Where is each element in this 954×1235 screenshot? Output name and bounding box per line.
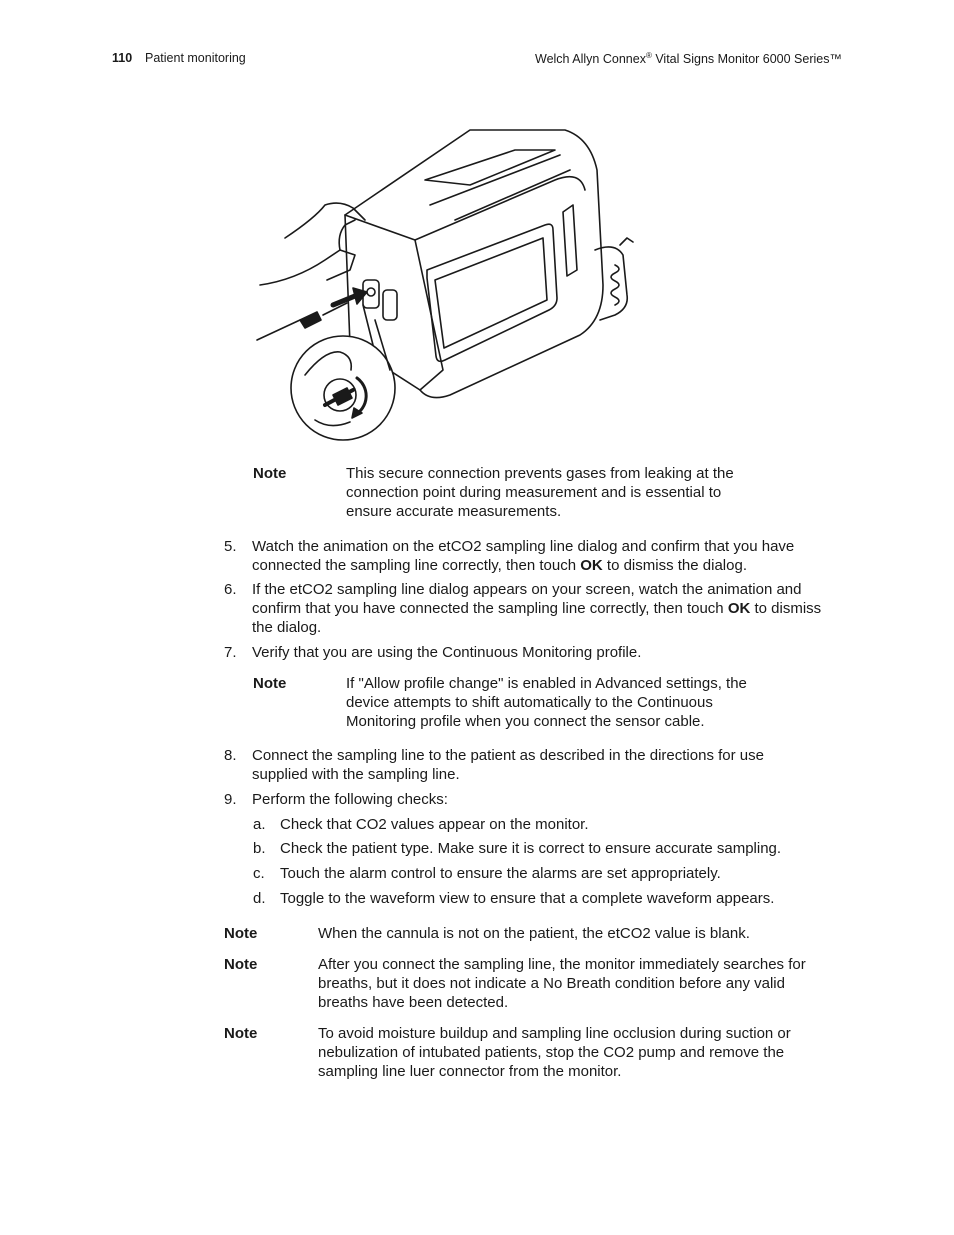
- note-text: After you connect the sampling line, the monitor immediately searches for breaths, but it does not indicate a No Breath condition before any valid breaths have been detected.: [318, 956, 806, 1011]
- section-title: Patient monitoring: [145, 51, 246, 65]
- step-text: Watch the animation on the etCO2 sampling line dialog and confirm that you have connected the sampling line correctly, then touch OK to dismiss the dialog.: [252, 538, 795, 574]
- note-label: Note: [253, 675, 287, 692]
- note-text: If "Allow profile change" is enabled in Advanced settings, the device attempts to shift automatically to the Continuous Monitoring profile when you connect the sensor cable.: [346, 675, 747, 730]
- note-label: Note: [253, 465, 287, 482]
- note-label: Note: [224, 925, 258, 942]
- step-number: 6.: [224, 581, 237, 598]
- check-text: Toggle to the waveform view to ensure that a complete waveform appears.: [280, 890, 775, 907]
- step-text: If the etCO2 sampling line dialog appears on your screen, watch the animation and confirm that you have connected the sampling line correctly, then touch OK to dismiss the dialog.: [252, 581, 822, 636]
- step-number: 5.: [224, 538, 237, 555]
- note-label: Note: [224, 956, 258, 973]
- monitor-connection-illustration: [255, 120, 655, 445]
- step-number: 8.: [224, 747, 237, 764]
- note-text: This secure connection prevents gases from leaking at the connection point during measurement and is essential to ensure accurate measurements.: [346, 465, 734, 520]
- check-letter: d.: [253, 890, 266, 907]
- check-letter: a.: [253, 816, 266, 833]
- step-number: 9.: [224, 791, 237, 808]
- check-letter: b.: [253, 840, 266, 857]
- step-text: Connect the sampling line to the patient as described in the directions for use supplied with the sampling line.: [252, 747, 764, 783]
- check-text: Touch the alarm control to ensure the alarms are set appropriately.: [280, 865, 721, 882]
- note-label: Note: [224, 1025, 258, 1042]
- step-number: 7.: [224, 644, 237, 661]
- check-letter: c.: [253, 865, 265, 882]
- step-text: Perform the following checks:: [252, 791, 448, 808]
- check-text: Check that CO2 values appear on the monitor.: [280, 816, 589, 833]
- step-text: Verify that you are using the Continuous Monitoring profile.: [252, 644, 642, 661]
- note-text: When the cannula is not on the patient, the etCO2 value is blank.: [318, 925, 750, 942]
- page-number: 110: [112, 51, 133, 65]
- document-title: Welch Allyn Connex® Vital Signs Monitor 6000 Series™: [535, 51, 842, 67]
- check-text: Check the patient type. Make sure it is correct to ensure accurate sampling.: [280, 840, 782, 857]
- note-text: To avoid moisture buildup and sampling line occlusion during suction or nebulization of intubated patients, stop the CO2 pump and remove the sampling line luer connector from the monitor.: [318, 1025, 791, 1080]
